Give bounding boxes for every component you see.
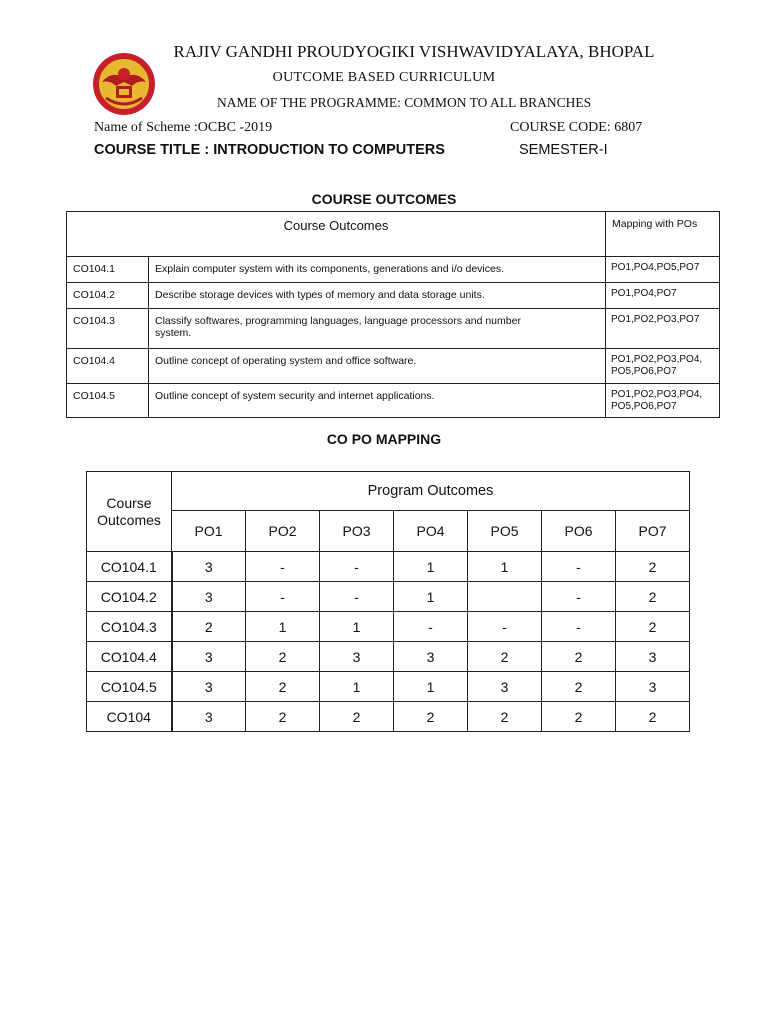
- course-outcomes-heading: COURSE OUTCOMES: [311, 191, 457, 207]
- mapping-cell: 3: [320, 642, 394, 672]
- po-header: PO7: [616, 511, 690, 552]
- co-po-mapping-line: PO5,PO6,PO7: [611, 366, 677, 377]
- mapping-cell: 2: [468, 702, 542, 732]
- co-description-text: Classify softwares, programming languages, language processors and number: [155, 315, 521, 327]
- corner-label: Outcomes: [97, 511, 161, 528]
- mapping-cell: 3: [616, 642, 690, 672]
- programme-name: NAME OF THE PROGRAMME: COMMON TO ALL BRANCHES: [217, 95, 592, 110]
- co-description: [149, 257, 606, 283]
- mapping-cell: [468, 582, 542, 612]
- co-po-mapping-line: PO1,PO2,PO3,PO4,: [611, 389, 703, 400]
- co-description-text: Outline concept of operating system and office software.: [155, 355, 417, 367]
- mapping-cell: -: [320, 552, 394, 582]
- mapping-cell: 2: [246, 672, 320, 702]
- mapping-cell: 1: [246, 612, 320, 642]
- co-description-text: Describe storage devices with types of memory and data storage units.: [155, 289, 485, 301]
- mapping-cell: 2: [246, 642, 320, 672]
- co-po-mapping: [606, 384, 720, 418]
- mapping-co-label: CO104.5: [87, 672, 172, 702]
- mapping-cell: 2: [542, 702, 616, 732]
- co-code: CO104.4: [67, 349, 149, 384]
- mapping-cell: 1: [320, 612, 394, 642]
- co-po-mapping: [606, 349, 720, 384]
- table-row: [87, 702, 690, 732]
- mapping-cell: 1: [320, 672, 394, 702]
- corner-label: Course: [106, 494, 152, 511]
- mapping-cell: 1: [394, 672, 468, 702]
- mapping-cell: -: [246, 552, 320, 582]
- po-header: PO3: [320, 511, 394, 552]
- mapping-cell: 3: [172, 642, 246, 672]
- table-row: [67, 283, 720, 309]
- co-po-mapping-line: PO1,PO2,PO3,PO4,: [611, 354, 703, 365]
- table-row: [87, 582, 690, 612]
- course-title: COURSE TITLE : INTRODUCTION TO COMPUTERS: [94, 142, 445, 158]
- po-header: PO4: [394, 511, 468, 552]
- co-po-mapping: PO1,PO4,PO5,PO7: [606, 257, 720, 283]
- mapping-cell: 2: [616, 612, 690, 642]
- scheme-name: Name of Scheme :OCBC -2019: [94, 120, 273, 135]
- mapping-cell: -: [542, 612, 616, 642]
- co-po-mapping-line: PO5,PO6,PO7: [611, 401, 677, 412]
- mapping-co-label: CO104.3: [87, 612, 172, 642]
- mapping-cell: 2: [616, 702, 690, 732]
- po-header: PO6: [542, 511, 616, 552]
- co-description: [149, 283, 606, 309]
- mapping-cell: -: [468, 612, 542, 642]
- mapping-cell: 3: [616, 672, 690, 702]
- co-description: [149, 384, 606, 418]
- mapping-cell: -: [542, 582, 616, 612]
- mapping-cell: 1: [394, 552, 468, 582]
- mapping-cell: 3: [172, 672, 246, 702]
- col-course-outcomes: [87, 472, 172, 552]
- mapping-co-label: CO104.2: [87, 582, 172, 612]
- mapping-cell: 1: [468, 552, 542, 582]
- co-description-text: Explain computer system with its components, generations and i/o devices.: [155, 263, 505, 275]
- table-row: [87, 642, 690, 672]
- mapping-cell: 2: [172, 612, 246, 642]
- mapping-co-label: CO104.1: [87, 552, 172, 582]
- mapping-cell: 3: [172, 552, 246, 582]
- mapping-co-label: CO104: [87, 702, 172, 732]
- table-row: [87, 612, 690, 642]
- mapping-cell: 3: [394, 642, 468, 672]
- mapping-cell: 2: [542, 672, 616, 702]
- co-code: CO104.5: [67, 384, 149, 418]
- table-row: [67, 257, 720, 283]
- table-row: [87, 672, 690, 702]
- mapping-co-label: CO104.4: [87, 642, 172, 672]
- mapping-cell: 2: [320, 702, 394, 732]
- mapping-cell: 2: [542, 642, 616, 672]
- co-po-mapping: PO1,PO2,PO3,PO7: [606, 309, 720, 349]
- mapping-cell: -: [542, 552, 616, 582]
- co-description-text: Outline concept of system security and internet applications.: [155, 390, 435, 402]
- mapping-cell: 2: [616, 552, 690, 582]
- mapping-cell: 2: [468, 642, 542, 672]
- mapping-cell: -: [320, 582, 394, 612]
- mapping-cell: -: [394, 612, 468, 642]
- col-mapping-pos: Mapping with POs: [606, 212, 720, 257]
- mapping-cell: 2: [394, 702, 468, 732]
- co-po-mapping-heading: CO PO MAPPING: [326, 431, 442, 447]
- program-outcomes-header: Program Outcomes: [172, 472, 690, 511]
- curriculum-title: OUTCOME BASED CURRICULUM: [272, 70, 496, 85]
- course-outcomes-table: [66, 211, 720, 418]
- co-code: CO104.1: [67, 257, 149, 283]
- mapping-cell: 3: [172, 702, 246, 732]
- mapping-cell: 3: [172, 582, 246, 612]
- mapping-cell: 3: [468, 672, 542, 702]
- co-po-mapping: PO1,PO4,PO7: [606, 283, 720, 309]
- co-description-text: system.: [155, 327, 192, 339]
- table-row: [67, 349, 720, 384]
- col-course-outcomes: Course Outcomes: [67, 212, 606, 257]
- mapping-cell: 2: [616, 582, 690, 612]
- co-description: [149, 349, 606, 384]
- co-code: CO104.3: [67, 309, 149, 349]
- table-row: [87, 552, 690, 582]
- po-header: PO5: [468, 511, 542, 552]
- po-header: PO1: [172, 511, 246, 552]
- table-row: [67, 309, 720, 349]
- table-row: [67, 384, 720, 418]
- mapping-cell: 2: [246, 702, 320, 732]
- mapping-cell: 1: [394, 582, 468, 612]
- semester: SEMESTER-I: [519, 142, 608, 158]
- co-po-mapping-table: [86, 471, 690, 732]
- university-name: RAJIV GANDHI PROUDYOGIKI VISHWAVIDYALAYA, BHOPAL: [173, 42, 655, 61]
- co-description: [149, 309, 606, 349]
- course-code: COURSE CODE: 6807: [510, 120, 643, 135]
- co-code: CO104.2: [67, 283, 149, 309]
- po-header: PO2: [246, 511, 320, 552]
- mapping-cell: -: [246, 582, 320, 612]
